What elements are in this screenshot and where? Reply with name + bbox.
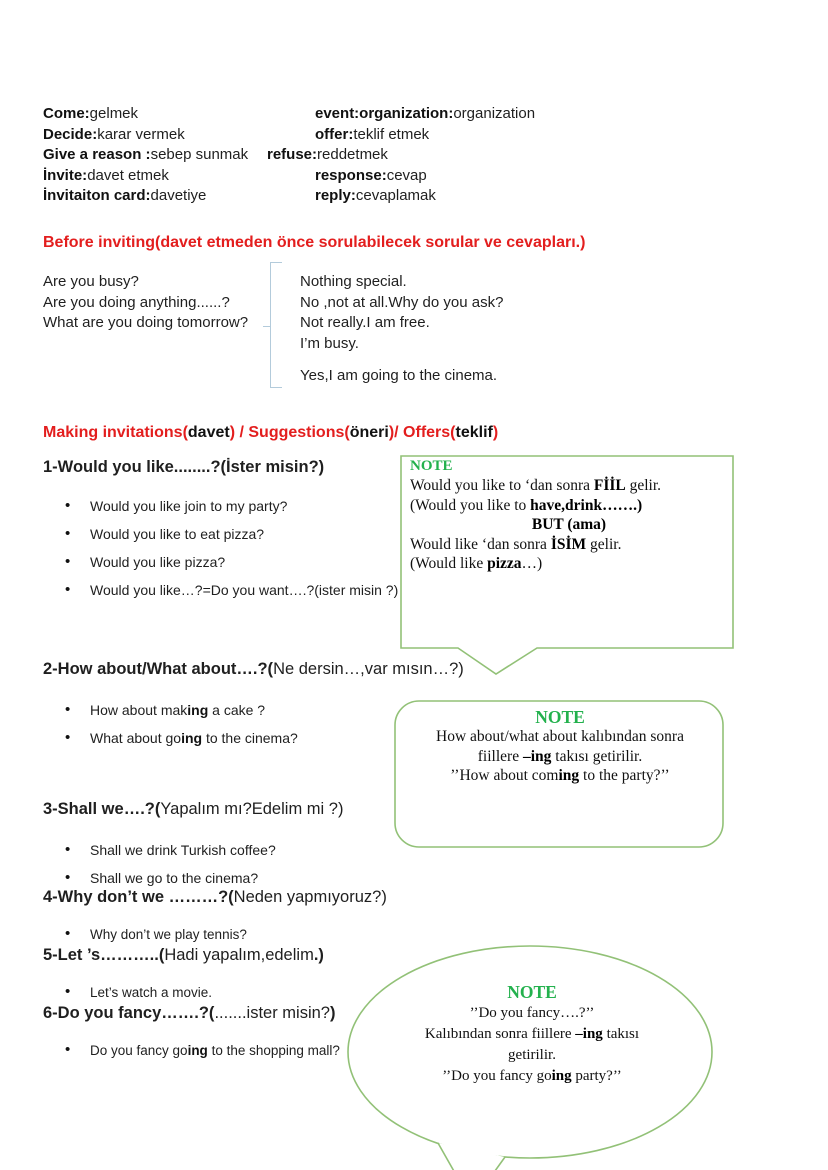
note-line [392, 1045, 672, 1066]
note-text-run: to the party?’’ [579, 767, 670, 785]
note-text-run: takısı [602, 1026, 640, 1042]
bullet-item [63, 926, 247, 943]
heading-bold: 5-Let ’s………..( [43, 946, 165, 964]
note-text-run: Would you like to ‘dan sonra [410, 477, 594, 495]
note-text-run: gelir. [586, 535, 622, 553]
vocab-item [43, 166, 248, 187]
vocab-term: refuse: [267, 146, 318, 164]
questions-list [43, 272, 248, 334]
vocab-term: event:organization: [315, 105, 454, 122]
answer-line: Not really.I am free. [300, 314, 430, 332]
question-line: Are you busy? [43, 273, 139, 290]
section-6-heading [43, 1004, 335, 1023]
vocab-term: Give a reason : [43, 146, 151, 164]
heading-regular: Neden yapmıyoruz?) [233, 888, 387, 906]
section-1-bullets [63, 498, 398, 610]
note-text-run: Kalıbından sonra fiillere [424, 1026, 576, 1042]
note-text-run: ’’How about com [450, 767, 559, 785]
vocab-translation: cevap [386, 166, 427, 184]
note-text-run: gelir. [625, 477, 662, 495]
bullet-item [63, 870, 276, 887]
note-line [410, 496, 728, 515]
note2-title: NOTE [535, 707, 585, 727]
spacer [300, 354, 503, 366]
note-bold-run: ing [558, 767, 580, 785]
before-inviting-heading: Before inviting(davet etmeden önce sorulabilecek sorular ve cevapları.) [43, 234, 586, 251]
note-text-run: fiillere [477, 747, 523, 765]
vocab-term: İnvite: [43, 166, 88, 184]
bullet-item [63, 842, 276, 859]
note-line [392, 1003, 672, 1024]
note1-text [410, 457, 728, 573]
bullet-text: Would you like pizza? [90, 554, 226, 570]
section-1-heading [43, 458, 324, 477]
section-3-heading [43, 800, 343, 819]
vocab-translation: sebep sunmak [150, 146, 249, 164]
bullet-item [63, 984, 212, 1001]
vocab-left-column [43, 104, 248, 207]
heading-regular: Ne dersin…,var mısın…?) [273, 660, 464, 678]
bullet-item [63, 526, 398, 543]
bullet-text: a cake ? [208, 702, 266, 718]
bullet-text: Would you like…?=Do you want….?(ister misin ?) [90, 582, 399, 598]
heading-bold: 1-Would you like........?(İster misin?) [43, 458, 325, 476]
bullet-text: Do you fancy go [90, 1043, 188, 1058]
bullet-item [63, 702, 298, 719]
bullet-text: to the shopping mall? [207, 1043, 340, 1058]
note-line [400, 766, 720, 785]
bullet-item [63, 582, 398, 599]
heading-black-part: davet [187, 424, 230, 441]
note-line [392, 1024, 672, 1045]
bullet-item [63, 730, 298, 747]
vocab-item [267, 166, 535, 187]
heading-bold: ) [329, 1004, 336, 1022]
vocab-term: İnvitaiton card: [43, 187, 151, 205]
note-line [410, 515, 728, 534]
bullet-text: Let’s watch a movie. [90, 985, 213, 1000]
question-line: What are you doing tomorrow? [43, 314, 249, 332]
note-text-run: party?’’ [571, 1068, 622, 1084]
bullet-text: Would you like to eat pizza? [90, 526, 265, 542]
bullet-bold: ing [187, 702, 209, 718]
making-invitations-heading [43, 424, 498, 442]
heading-black-part: öneri [349, 424, 389, 441]
vocab-item [267, 186, 535, 207]
vocab-translation: davet etmek [87, 166, 169, 184]
bracket-shape [270, 262, 282, 388]
bullet-bold: ing [187, 1043, 208, 1058]
note-text-run: (Would you like to [410, 496, 531, 514]
vocab-item [267, 104, 535, 125]
answer-line: No ,not at all.Why do you ask? [300, 293, 504, 311]
note3-text [392, 982, 672, 1087]
heading-bold: 4-Why don’t we ………?( [43, 888, 234, 906]
note-bold-run: BUT (ama) [531, 516, 607, 534]
vocab-translation: davetiye [150, 187, 207, 205]
note-text-run: …) [521, 555, 543, 573]
bullet-text: Shall we go to the cinema? [90, 870, 259, 886]
note1-title: NOTE [410, 458, 453, 474]
note-bold-run: pizza [487, 555, 522, 573]
bullet-item [63, 554, 398, 571]
vocab-term: offer: [315, 125, 354, 143]
heading-regular: .......ister misin? [214, 1004, 330, 1022]
section-2-bullets [63, 702, 298, 758]
heading-bold: 3-Shall we….?( [43, 800, 161, 818]
note-line [410, 535, 728, 554]
note-line [400, 727, 720, 746]
vocab-item [267, 125, 535, 146]
vocab-right-column [267, 104, 535, 207]
note-text-run: ’’Do you fancy go [442, 1068, 552, 1084]
section-6-bullets [63, 1042, 340, 1070]
bullet-text: What about go [90, 730, 182, 746]
note-bold-run: FİİL [593, 477, 626, 495]
answer-line: I’m busy. [300, 334, 359, 352]
vocab-translation: teklif etmek [353, 125, 430, 143]
bullet-text: Would you like join to my party? [90, 498, 288, 514]
heading-red-part: ) [492, 424, 499, 441]
note-bold-run: have,drink…….) [530, 496, 643, 514]
answer-line: Nothing special. [300, 273, 407, 290]
answer-line: Yes,I am going to the cinema. [300, 367, 498, 385]
heading-regular: Yapalım mı?Edelim mi ?) [160, 800, 344, 818]
section-4-heading [43, 888, 387, 907]
answers-list [300, 272, 503, 387]
note-line [410, 476, 728, 495]
heading-red-part: Making invitations( [43, 424, 188, 441]
note-text-run: takısı getirilir. [551, 747, 643, 765]
bullet-text: to the cinema? [202, 730, 298, 746]
vocab-term: Decide: [43, 125, 98, 143]
bullet-text: Why don’t we play tennis? [90, 927, 247, 942]
note-text-run: ’’Do you fancy….?’’ [469, 1005, 595, 1021]
heading-red-part: ) / Suggestions( [229, 424, 350, 441]
note-text-run: Would like ‘dan sonra [410, 535, 551, 553]
note-text-run: How about/what about kalıbından sonra [436, 728, 684, 746]
bullet-text: How about mak [90, 702, 188, 718]
vocab-item [43, 104, 248, 125]
note-line [400, 747, 720, 766]
note-bold-run: –ing [522, 747, 552, 765]
bullet-item [63, 498, 398, 515]
note-line [392, 1066, 672, 1087]
heading-black-part: teklif [455, 424, 493, 441]
vocab-translation: reddetmek [317, 146, 388, 164]
vocab-translation: organization [453, 105, 536, 122]
heading-bold: 2-How about/What about….?( [43, 660, 274, 678]
heading-regular: Hadi yapalım,edelim [164, 946, 314, 964]
vocab-term: response: [315, 166, 387, 184]
section-5-heading [43, 946, 324, 965]
note3-title: NOTE [507, 982, 557, 1002]
heading-bold: 6-Do you fancy…….?( [43, 1004, 215, 1022]
note-bold-run: –ing [575, 1026, 603, 1042]
heading-red-part: )/ Offers( [388, 424, 456, 441]
vocab-item [43, 186, 248, 207]
bullet-item [63, 1042, 340, 1059]
vocab-item [43, 125, 248, 146]
vocab-term: reply: [315, 187, 356, 205]
note-text-run: (Would like [410, 555, 488, 573]
note-line [410, 554, 728, 573]
vocab-item [43, 145, 248, 166]
vocab-translation: karar vermek [97, 125, 185, 143]
question-line: Are you doing anything......? [43, 293, 230, 311]
vocab-translation: gelmek [89, 105, 139, 122]
vocab-item [267, 145, 535, 166]
note2-text [400, 708, 720, 786]
section-2-heading [43, 660, 464, 679]
vocab-term: Come: [43, 105, 90, 122]
vocab-translation: cevaplamak [355, 187, 436, 205]
bullet-bold: ing [181, 730, 203, 746]
note-bold-run: ing [551, 1068, 572, 1084]
heading-bold: .) [313, 946, 324, 964]
bullet-text: Shall we drink Turkish coffee? [90, 842, 276, 858]
note-text-run: getirilir. [508, 1047, 556, 1063]
note-bold-run: İSİM [550, 535, 587, 553]
